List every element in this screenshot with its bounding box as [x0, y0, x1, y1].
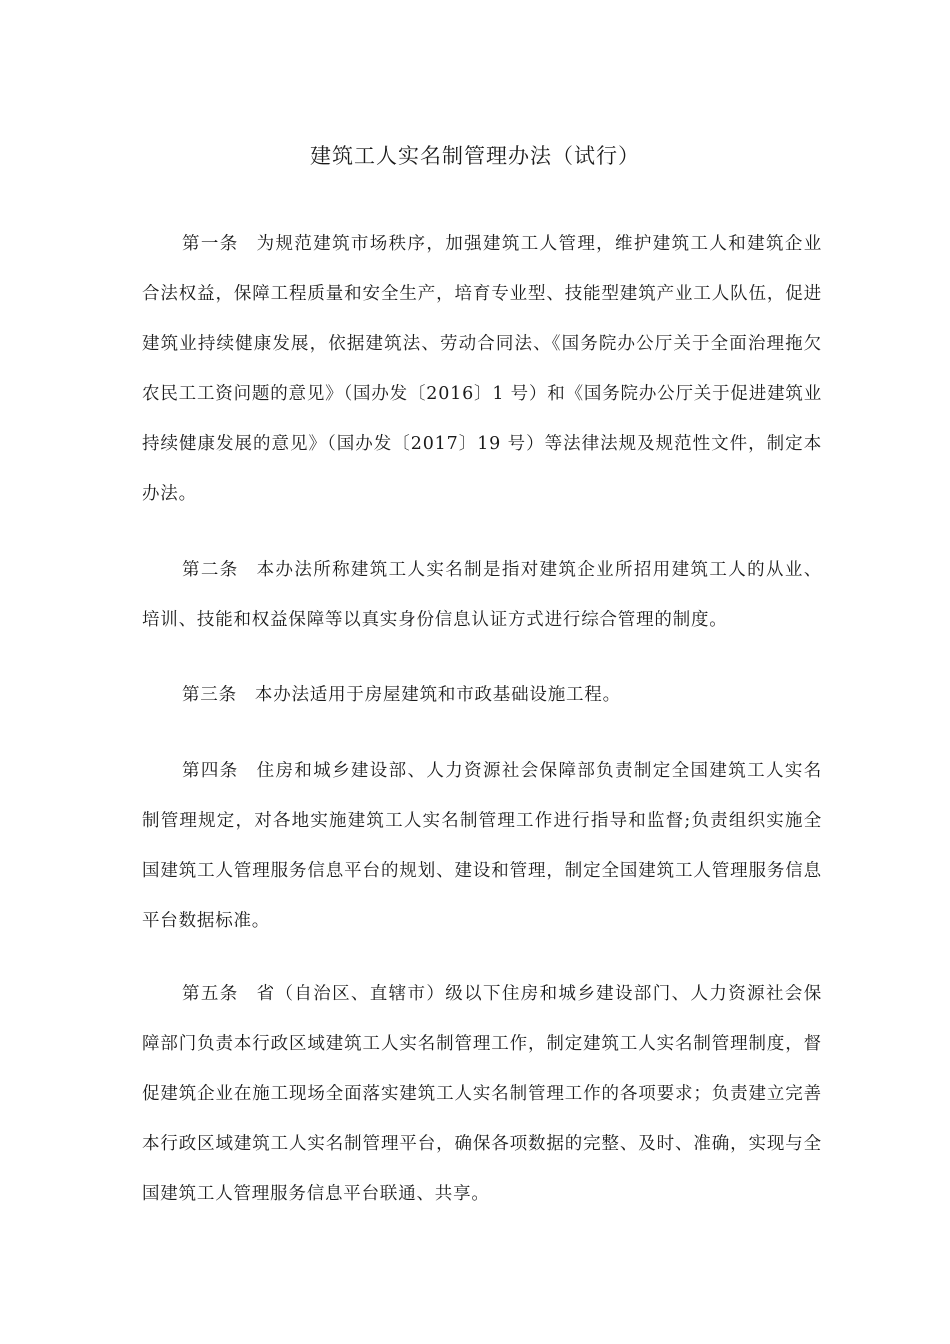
article-5	[142, 969, 822, 1219]
article-1	[142, 219, 822, 519]
article-number: 第三条	[182, 685, 237, 705]
article-text: 省（自治区、直辖市）级以下住房和城乡建设部门、人力资源社会保障部门负责本行政区域建筑工人实名制管理工作，制定建筑工人实名制管理制度，督促建筑企业在施工现场全面落实建筑工人实名制管理工作的各项要求；负责建立完善本行政区域建筑工人实名制管理平台，确保各项数据的完整、及时、准确，实现与全国建筑工人管理服务信息平台联通、共享。	[142, 984, 823, 1204]
article-text: 为规范建筑市场秩序，加强建筑工人管理，维护建筑工人和建筑企业合法权益，保障工程质量和安全生产，培育专业型、技能型建筑产业工人队伍，促进建筑业持续健康发展，依据建筑法、劳动合同法、《国务院办公厅关于全面治理拖欠农民工工资问题的意见》（国办发〔2016〕1 号）和《国务院办公厅关于促进建筑业持续健康发展的意见》（国办发〔2017〕19 号）等法律法规及规范性文件，制定本办法。	[142, 234, 823, 504]
article-number: 第五条	[182, 984, 239, 1004]
article-2	[142, 545, 822, 645]
article-text: 本办法适用于房屋建筑和市政基础设施工程。	[254, 685, 621, 705]
article-3	[142, 670, 822, 720]
article-text: 本办法所称建筑工人实名制是指对建筑企业所招用建筑工人的从业、培训、技能和权益保障等以真实身份信息认证方式进行综合管理的制度。	[142, 560, 823, 630]
document-title: 建筑工人实名制管理办法（试行）	[310, 144, 640, 168]
article-number: 第二条	[182, 560, 239, 580]
article-text: 住房和城乡建设部、人力资源社会保障部负责制定全国建筑工人实名制管理规定，对各地实施建筑工人实名制管理工作进行指导和监督;负责组织实施全国建筑工人管理服务信息平台的规划、建设和管理，制定全国建筑工人管理服务信息平台数据标准。	[142, 761, 823, 931]
article-number: 第一条	[182, 234, 239, 254]
article-4	[142, 746, 822, 946]
article-number: 第四条	[182, 761, 239, 781]
